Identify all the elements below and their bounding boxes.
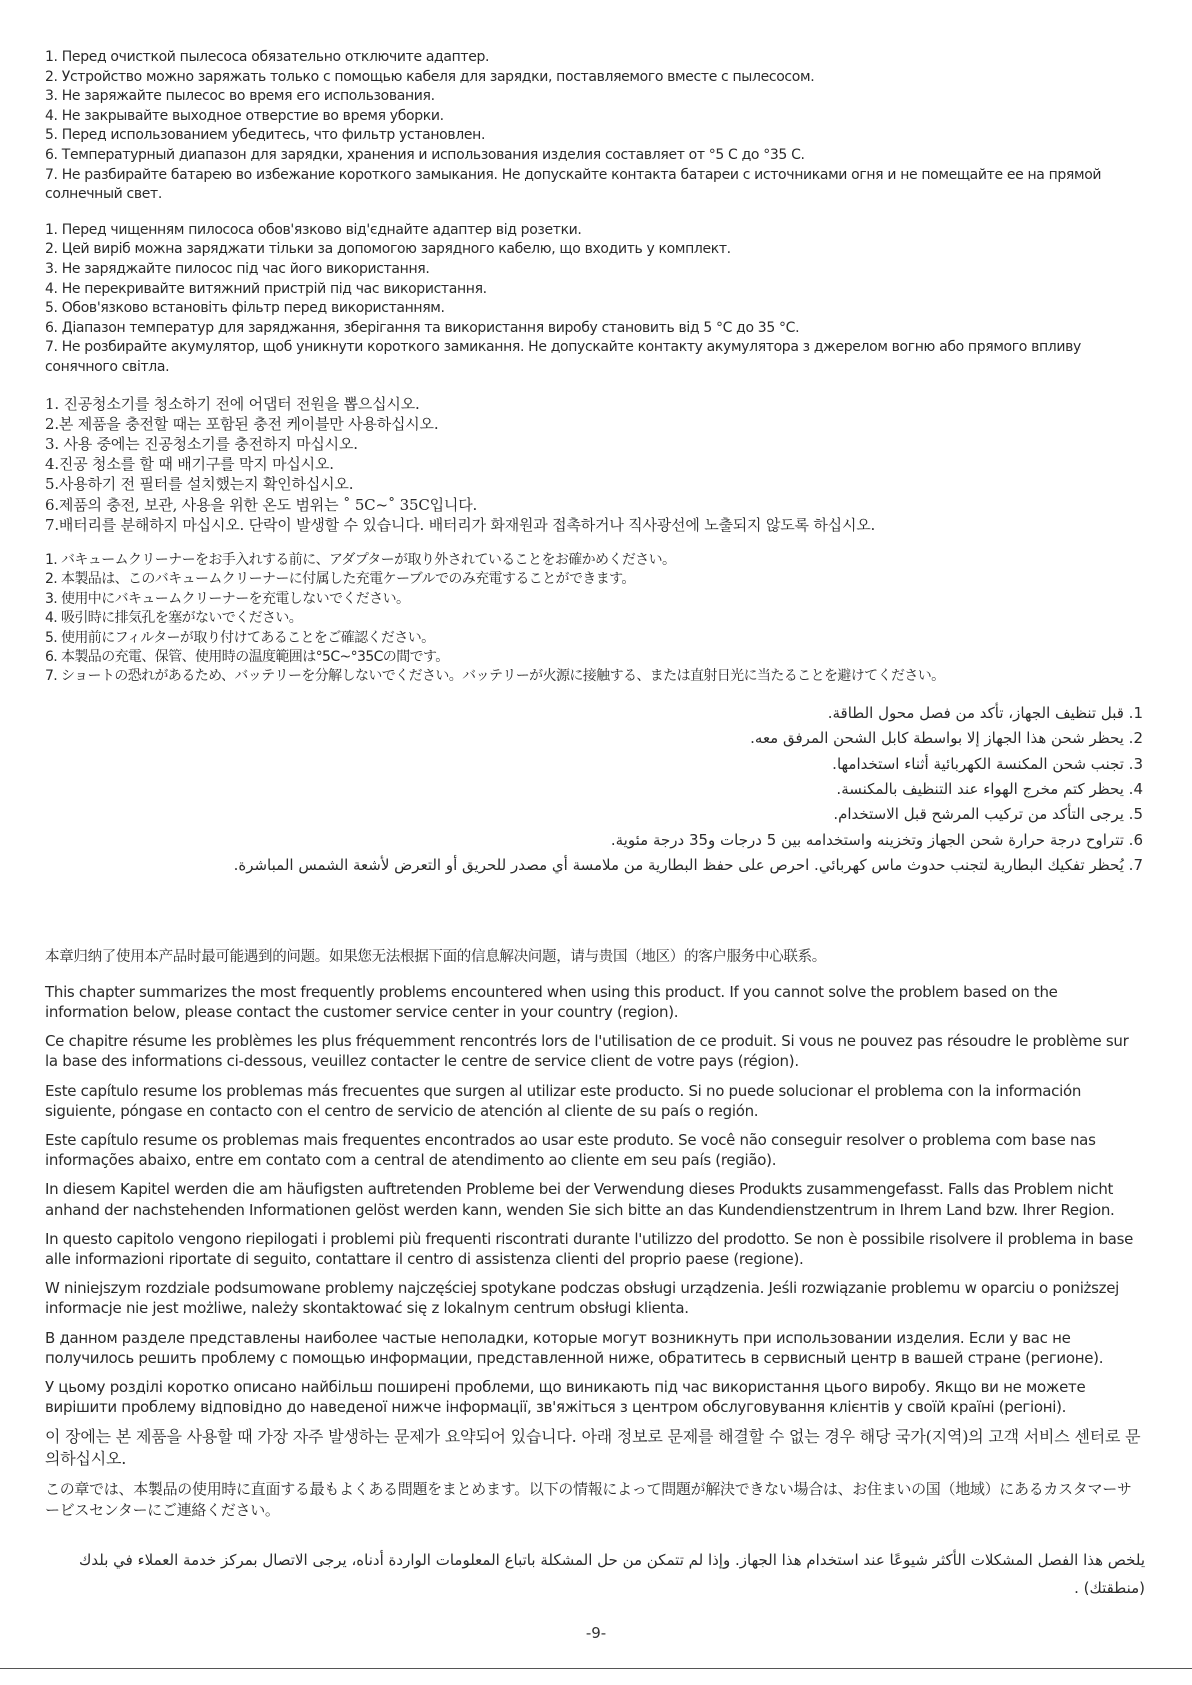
list-item: 7. Не розбирайте акумулятор, щоб уникнути короткого замикання. Не допускайте контакту акумулятора з джерелом вогню або прямого впливу сонячного світла.: [45, 339, 1081, 375]
list-item: 5. Перед использованием убедитесь, что фильтр установлен.: [45, 127, 486, 144]
korean-instructions: [45, 394, 1145, 535]
page-number: -9-: [585, 1624, 607, 1642]
list-item: 4. 吸引時に排気孔を塞がないでください。: [45, 610, 303, 627]
summary-arabic: يلخص هذا الفصل المشكلات الأكثر شيوعًا عند استخدام هذا الجهاز. وإذا لم تتمكن من حل المشكلة باتباع المعلومات الواردة أدناه، يرجى الاتصال بمركز خدمة العملاء في بلدك (منطقتك) .: [79, 1550, 1145, 1597]
list-item: 6. تتراوح درجة حرارة شحن الجهاز وتخزينه واستخدامه بين 5 درجات و35 درجة مئوية.: [610, 830, 1143, 849]
summary-korean: 이 장에는 본 제품을 사용할 때 가장 자주 발생하는 문제가 요약되어 있습니다. 아래 정보로 문제를 해결할 수 없는 경우 해당 국가(지역)의 고객 서비스 센터로 문의하십시오.: [45, 1427, 1141, 1469]
list-item: 5. 使用前にフィルターが取り付けてあることをご確認ください。: [45, 629, 435, 646]
summary-french: Ce chapitre résume les problèmes les plus fréquemment rencontrés lors de l'utilisation de ce produit. Si vous ne pouvez pas résoudre le problème sur la base des informations ci-dessous, veuillez contacter le centre de service client de votre pays (région).: [45, 1032, 1129, 1071]
summary-chinese: 本章归纳了使用本产品时最可能遇到的问题。如果您无法根据下面的信息解决问题，请与贵国（地区）的客户服务中心联系。: [45, 948, 826, 965]
summary-spanish: Este capítulo resume los problemas más frecuentes que surgen al utilizar este producto. Si no puede solucionar el problema con la información siguiente, póngase en contacto con el centro de servicio de atención al cliente de su país o región.: [45, 1081, 1082, 1120]
footer-divider: [0, 1668, 1192, 1669]
ukrainian-instructions: [45, 221, 1145, 378]
summary-english: This chapter summarizes the most frequently problems encountered when using this product. If you cannot solve the problem based on the information below, please contact the customer service center in your country (region).: [45, 982, 1058, 1022]
list-item: 4. يحظر كتم مخرج الهواء عند التنظيف بالمكنسة.: [836, 779, 1143, 798]
summary-portuguese: Este capítulo resume os problemas mais frequentes encontrados ao usar este produto. Se você não conseguir resolver o problema com base nas informações abaixo, entre em contato com a central de atendimento ao cliente em seu país (região).: [45, 1131, 1096, 1170]
list-item: 7. يُحظر تفكيك البطارية لتجنب حدوث ماس كهربائي. احرص على حفظ البطارية من ملامسة أي مصدر للحريق أو التعرض لأشعة الشمس المباشرة.: [233, 856, 1143, 875]
list-item: 3. Не заряжайте пылесос во время его использования.: [45, 88, 435, 105]
list-item: 3. 사용 중에는 진공청소기를 충전하지 마십시오.: [45, 434, 358, 453]
summary-german: In diesem Kapitel werden die am häufigsten auftretenden Probleme bei der Verwendung dieses Produkts zusammengefasst. Falls das Problem nicht anhand der nachstehenden Informationen gelöst werden kann, wenden Sie sich bitte an das Kundendienstzentrum in Ihrem Land bzw. Ihrer Region.: [45, 1180, 1115, 1219]
list-item: 2. Цей виріб можна заряджати тільки за допомогою зарядного кабелю, що входить у комплект.: [45, 241, 731, 258]
list-item: 2. 本製品は、このバキュームクリーナーに付属した充電ケーブルでのみ充電することができます。: [45, 571, 635, 588]
list-item: 2. Устройство можно заряжать только с помощью кабеля для зарядки, поставляемого вместе с пылесосом.: [45, 68, 815, 85]
list-item: 7. ショートの恐れがあるため、バッテリーを分解しないでください。バッテリーが火源に接触する、または直射日光に当たることを避けてください。: [45, 668, 945, 685]
list-item: 5. Обов'язково встановіть фільтр перед використанням.: [45, 300, 445, 317]
list-item: 1. バキュームクリーナーをお手入れする前に、アダプターが取り外されていることをお確かめください。: [45, 551, 676, 568]
list-item: 1. 진공청소기를 청소하기 전에 어댑터 전원을 뽑으십시오.: [45, 394, 420, 413]
section-spacer: [45, 895, 1145, 947]
list-item: 1. Перед чищенням пилососа обов'язково від'єднайте адаптер від розетки.: [45, 221, 582, 238]
japanese-instructions: [45, 551, 1145, 687]
summary-italian: In questo capitolo vengono riepilogati i problemi più frequenti riscontrati durante l'utilizzo del prodotto. Se non è possibile risolvere il problema in base alle informazioni riportate di seguito, contattare il centro di assistenza clienti del proprio paese (regione).: [45, 1229, 1134, 1269]
list-item: 4. Не перекривайте витяжний пристрій під час використання.: [45, 280, 487, 297]
summary-polish: W niniejszym rozdziale podsumowane problemy najczęściej spotykane podczas obsługi urządzenia. Jeśli rozwiązanie problemu w oparciu o poniższej informacje nie jest możliwe, należy skontaktować się z lokalnym centrum obsługi klienta.: [45, 1279, 1120, 1318]
list-item: 2.본 제품을 충전할 때는 포함된 충전 케이블만 사용하십시오.: [45, 414, 439, 433]
list-item: 6. Температурный диапазон для зарядки, хранения и использования изделия составляет от °5 С до °35 С.: [45, 146, 805, 163]
list-item: 5. يرجى التأكد من تركيب المرشح قبل الاستخدام.: [833, 805, 1143, 824]
list-item: 6. 本製品の充電、保管、使用時の温度範囲は°5C~°35Cの間です。: [45, 648, 449, 665]
list-item: 3. تجنب شحن المكنسة الكهربائية أثناء استخدامها.: [832, 754, 1143, 773]
list-item: 3. Не заряджайте пилосос під час його використання.: [45, 260, 430, 277]
summary-russian: В данном разделе представлены наиболее частые неполадки, которые могут возникнуть при использовании изделия. Если у вас не получилось решить проблему с помощью информации, представленной ниже, обратитесь в сервисный центр в вашей стране (регионе).: [45, 1328, 1104, 1367]
list-item: 4. Не закрывайте выходное отверстие во время уборки.: [45, 107, 444, 124]
summary-japanese: この章では、本製品の使用時に直面する最もよくある問題をまとめます。以下の情報によって問題が解決できない場合は、お住まいの国（地域）にあるカスタマーサービスセンターにご連絡ください。: [45, 1480, 1132, 1519]
list-item: 6.제품의 충전, 보관, 사용을 위한 온도 범위는 ˚ 5C~˚ 35C입니다.: [45, 495, 478, 514]
arabic-instructions: [45, 701, 1145, 879]
list-item: 3. 使用中にバキュームクリーナーを充電しないでください。: [45, 590, 410, 607]
list-item: 5.사용하기 전 필터를 설치했는지 확인하십시오.: [45, 475, 354, 494]
list-item: 2. يحظر شحن هذا الجهاز إلا بواسطة كابل الشحن المرفق معه.: [750, 729, 1143, 748]
list-item: 6. Діапазон температур для заряджання, зберігання та використання виробу становить від 5 °C до 35 °C.: [45, 319, 800, 336]
list-item: 4.진공 청소를 할 때 배기구를 막지 마십시오.: [45, 455, 334, 474]
list-item: 7.배터리를 분해하지 마십시오. 단락이 발생할 수 있습니다. 배터리가 화재원과 접촉하거나 직사광선에 노출되지 않도록 하십시오.: [45, 515, 876, 534]
russian-instructions: [45, 48, 1145, 205]
summary-ukrainian: У цьому розділі коротко описано найбільш поширені проблеми, що виникають під час використання цього виробу. Якщо ви не можете вирішити проблему відповідно до наведеної нижче інформації, зв'яжіться з центром обслуговування клієнтів у своїй країні (регіоні).: [45, 1378, 1086, 1417]
list-item: 7. Не разбирайте батарею во избежание короткого замыкания. Не допускайте контакта батареи с источниками огня и не помещайте ее на прямой солнечный свет.: [45, 166, 1102, 203]
troubleshooting-summary: [45, 947, 1145, 1602]
list-item: 1. قبل تنظيف الجهاز، تأكد من فصل محول الطاقة.: [827, 703, 1143, 722]
document-body: [45, 48, 1145, 1611]
list-item: 1. Перед очисткой пылесоса обязательно отключите адаптер.: [45, 49, 490, 65]
